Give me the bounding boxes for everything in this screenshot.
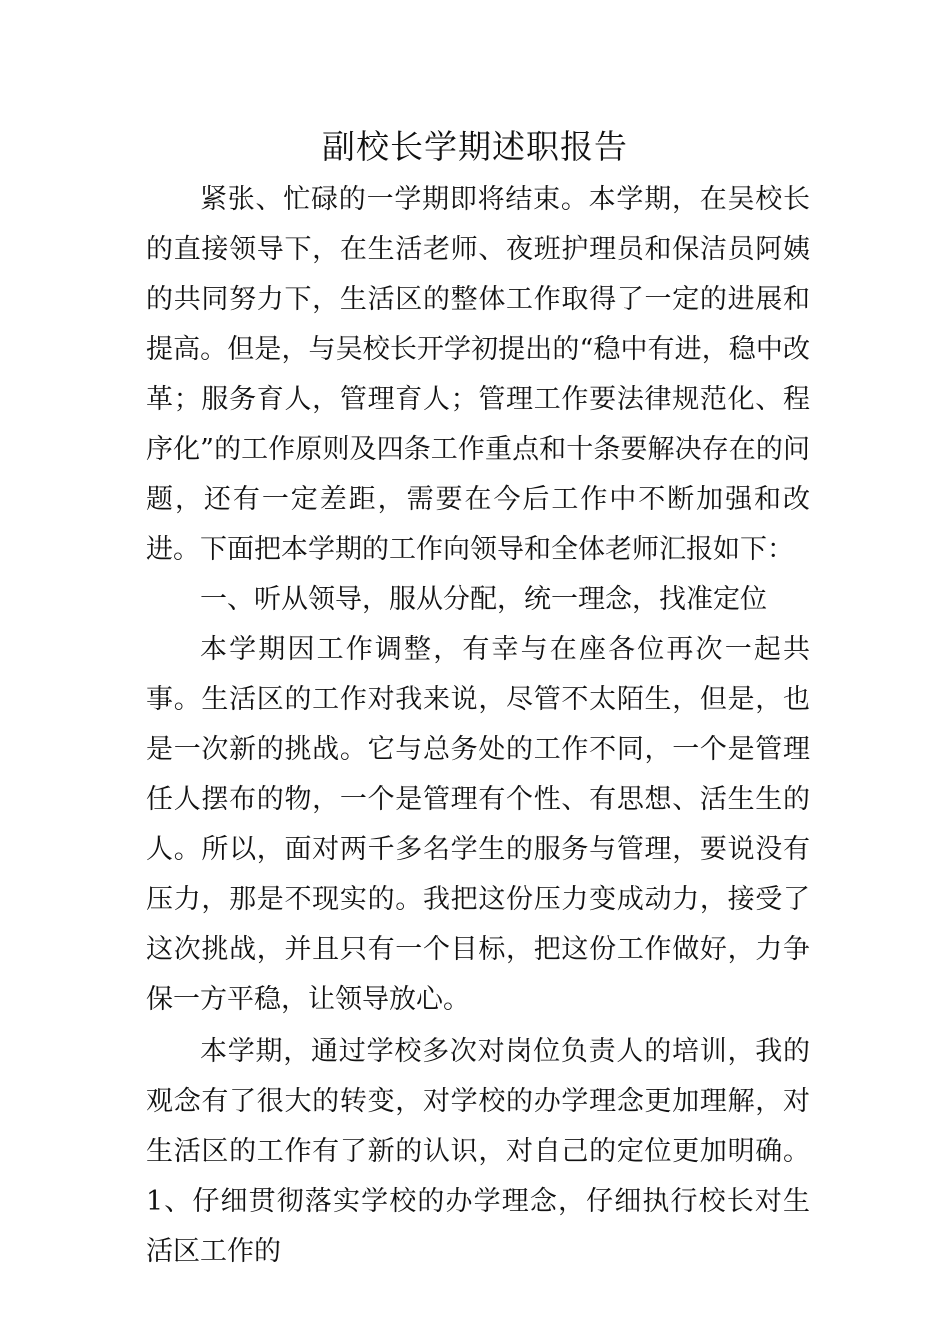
paragraph-section-1: 本学期因工作调整，有幸与在座各位再次一起共事。生活区的工作对我来说，尽管不太陌生，但是，也是一次新的挑战。它与总务处的工作不同，一个是管理任人摆布的物，一个是管理有个性、有思想、活生生的人。所以，面对两千多名学生的服务与管理，要说没有压力，那是不现实的。我把这份压力变成动力，接受了这次挑战，并且只有一个目标，把这份工作做好，力争保一方平稳，让领导放心。 xyxy=(146,634,810,1015)
paragraph-intro: 紧张、忙碌的一学期即将结束。本学期，在吴校长的直接领导下，在生活老师、夜班护理员和保洁员阿姨的共同努力下，生活区的整体工作取得了一定的进展和提高。但是，与吴校长开学初提出的“稳中有进，稳中改革；服务育人，管理育人；管理工作要法律规范化、程序化”的工作原则及四条工作重点和十条要解决存在的问题，还有一定差距，需要在今后工作中不断加强和改进。下面把本学期的工作向领导和全体老师汇报如下： xyxy=(146,184,810,565)
document-title: 副校长学期述职报告 xyxy=(322,127,628,166)
paragraph-section-1-continued: 本学期，通过学校多次对岗位负责人的培训，我的观念有了很大的转变，对学校的办学理念更加理解，对生活区的工作有了新的认识，对自己的定位更加明确。1、仔细贯彻落实学校的办学理念，仔细执行校长对生活区工作的 xyxy=(146,1036,810,1267)
section-heading-1: 一、听从领导，服从分配，统一理念，找准定位 xyxy=(200,584,767,615)
document-body xyxy=(146,175,810,1277)
